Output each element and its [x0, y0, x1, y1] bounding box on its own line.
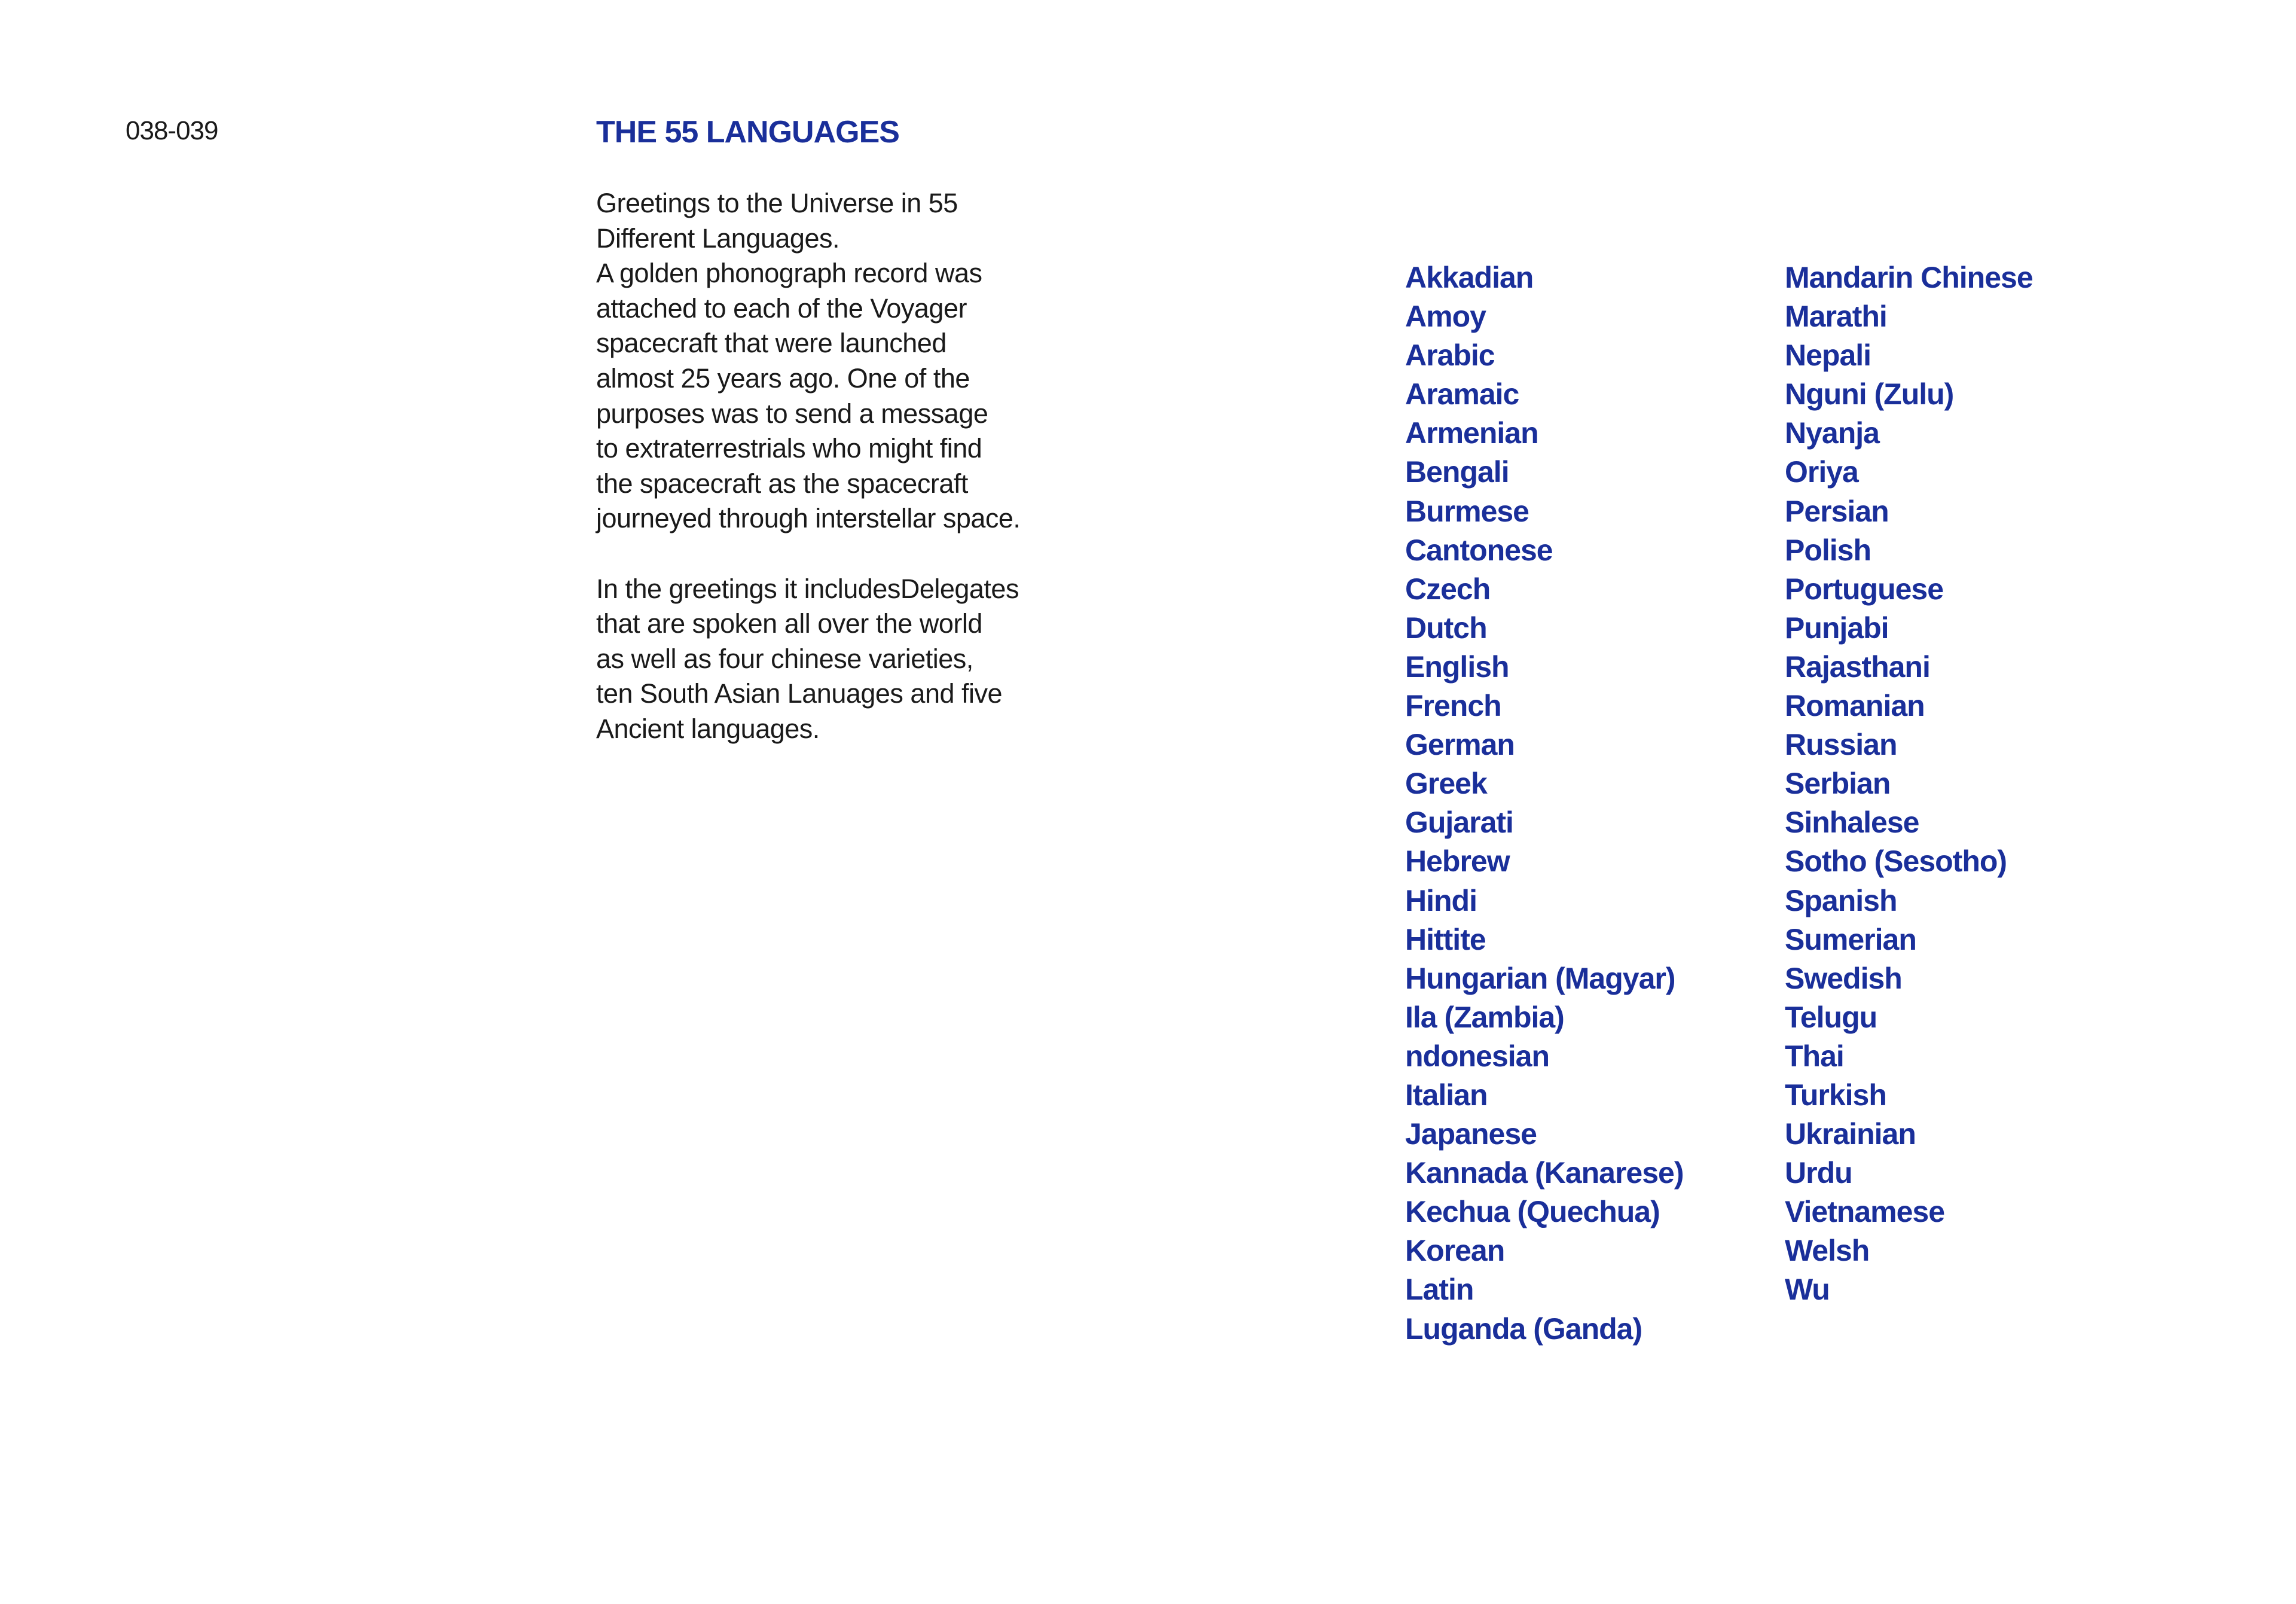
language-item: Oriya	[1785, 455, 1858, 489]
intro-line: Ancient languages.	[596, 713, 820, 744]
intro-paragraph-2	[596, 572, 1086, 747]
language-item: Vietnamese	[1785, 1195, 1945, 1229]
language-item: Czech	[1405, 572, 1491, 606]
intro-line: attached to each of the Voyager	[596, 292, 967, 324]
language-item: Persian	[1785, 494, 1889, 528]
language-item: Swedish	[1785, 961, 1902, 995]
language-item: Urdu	[1785, 1156, 1852, 1190]
language-item: Sotho (Sesotho)	[1785, 844, 2007, 879]
intro-line: spacecraft that were launched	[596, 328, 947, 359]
language-item: Ukrainian	[1785, 1117, 1916, 1151]
language-item: Arabic	[1405, 339, 1495, 373]
intro-text	[596, 186, 1086, 747]
language-item: Hindi	[1405, 883, 1477, 917]
intro-line: ten South Asian Lanuages and five	[596, 678, 1003, 709]
language-item: English	[1405, 649, 1509, 684]
language-item: Korean	[1405, 1234, 1505, 1268]
intro-line: Greetings to the Universe in 55	[596, 188, 958, 218]
intro-line: that are spoken all over the world	[596, 608, 982, 639]
language-item: Dutch	[1405, 611, 1487, 645]
intro-paragraph-1	[596, 186, 1086, 536]
language-item: Romanian	[1785, 689, 1925, 723]
intro-line: Different Languages.	[596, 222, 839, 254]
intro-line: journeyed through interstellar space.	[596, 503, 1021, 534]
language-item: Armenian	[1405, 416, 1538, 450]
language-item: Nyanja	[1785, 416, 1879, 450]
language-item: Hebrew	[1405, 844, 1510, 879]
intro-line: the spacecraft as the spacecraft	[596, 468, 968, 499]
intro-line: almost 25 years ago. One of the	[596, 362, 970, 394]
intro-line: In the greetings it includesDelegates	[596, 573, 1019, 604]
language-item: Marathi	[1785, 300, 1887, 334]
language-item: Kechua (Quechua)	[1405, 1195, 1660, 1229]
page-title: THE 55 LANGUAGES	[596, 115, 899, 150]
language-item: Burmese	[1405, 494, 1529, 528]
intro-line: A golden phonograph record was	[596, 258, 982, 289]
language-item: Luganda (Ganda)	[1405, 1312, 1642, 1346]
language-item: Russian	[1785, 728, 1897, 762]
language-item: French	[1405, 689, 1501, 723]
language-item: Gujarati	[1405, 806, 1513, 840]
intro-line: purposes was to send a message	[596, 398, 988, 429]
language-item: Italian	[1405, 1078, 1488, 1112]
language-item: ndonesian	[1405, 1039, 1550, 1073]
language-item: Punjabi	[1785, 611, 1889, 645]
language-item: Ila (Zambia)	[1405, 1000, 1564, 1034]
language-item: Akkadian	[1405, 261, 1534, 294]
language-item: Serbian	[1785, 767, 1891, 801]
language-item: Latin	[1405, 1273, 1474, 1307]
language-item: Spanish	[1785, 883, 1897, 917]
language-item: Sinhalese	[1785, 806, 1919, 840]
language-list-column-1	[1405, 258, 1684, 1349]
language-item: Amoy	[1405, 300, 1486, 334]
language-list-column-2	[1785, 258, 2033, 1310]
language-item: Cantonese	[1405, 533, 1553, 567]
language-item: Wu	[1785, 1273, 1830, 1307]
language-item: Hittite	[1405, 922, 1486, 956]
page-number: 038-039	[126, 116, 218, 145]
language-item: Turkish	[1785, 1078, 1886, 1112]
language-item: Sumerian	[1785, 922, 1916, 956]
language-item: Japanese	[1405, 1117, 1537, 1151]
language-item: Rajasthani	[1785, 649, 1930, 684]
intro-line: to extraterrestrials who might find	[596, 433, 982, 464]
language-item: German	[1405, 728, 1515, 762]
language-item: Aramaic	[1405, 377, 1519, 411]
language-item: Polish	[1785, 533, 1871, 567]
intro-line: as well as four chinese varieties,	[596, 643, 973, 674]
language-item: Greek	[1405, 767, 1487, 801]
language-item: Kannada (Kanarese)	[1405, 1156, 1684, 1190]
language-item: Hungarian (Magyar)	[1405, 961, 1675, 995]
language-item: Telugu	[1785, 1000, 1877, 1034]
language-item: Nepali	[1785, 339, 1871, 373]
language-item: Portuguese	[1785, 572, 1944, 606]
language-item: Nguni (Zulu)	[1785, 377, 1954, 411]
language-item: Welsh	[1785, 1234, 1870, 1268]
language-item: Mandarin Chinese	[1785, 261, 2033, 294]
language-item: Thai	[1785, 1039, 1844, 1073]
language-item: Bengali	[1405, 455, 1509, 489]
